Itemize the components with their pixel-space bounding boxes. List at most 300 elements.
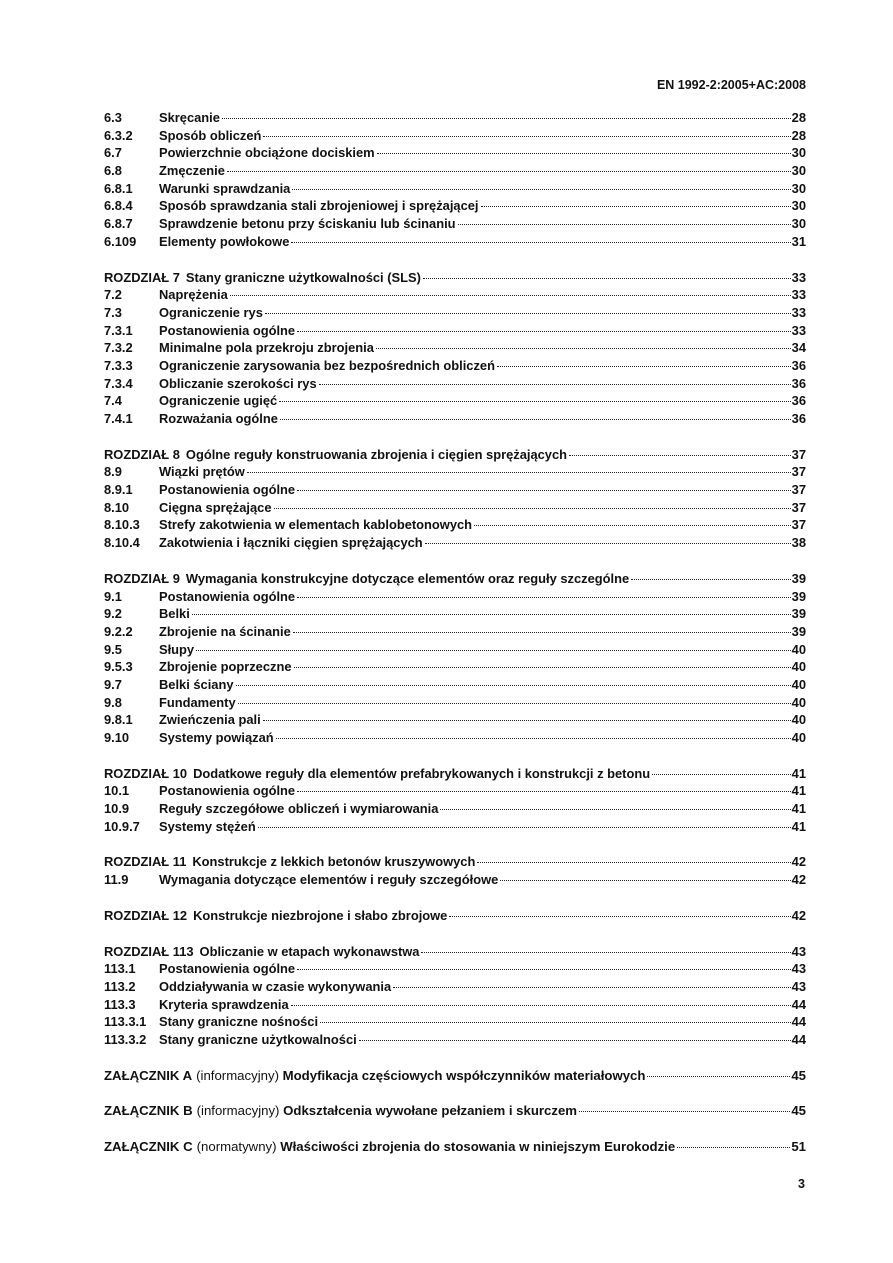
toc-entry-title-text: Stany graniczne użytkowalności xyxy=(159,1031,357,1047)
toc-entry-title-text: Postanowienia ogólne xyxy=(159,322,296,338)
toc-entry-number: 7.3.4 xyxy=(104,375,133,391)
toc-dot-leader xyxy=(449,916,790,917)
toc-entry-title xyxy=(186,269,421,287)
toc-entry[interactable] xyxy=(104,410,806,428)
table-of-contents xyxy=(104,109,806,1174)
toc-entry-number: 9.8 xyxy=(104,694,122,710)
toc-entry-number: 8.9.1 xyxy=(104,482,133,498)
toc-entry[interactable] xyxy=(104,711,806,729)
toc-group xyxy=(104,446,806,552)
toc-entry-number: 9.2.2 xyxy=(104,623,133,639)
toc-entry-page: 51 xyxy=(791,1139,806,1154)
toc-entry-page: 36 xyxy=(791,393,806,409)
toc-entry-page: 43 xyxy=(791,943,806,959)
toc-entry-page: 34 xyxy=(791,340,806,356)
toc-entry-number: ZAŁĄCZNIK B xyxy=(104,1103,193,1119)
toc-entry-title xyxy=(159,676,234,694)
toc-entry-page: 42 xyxy=(791,907,806,923)
toc-dot-leader xyxy=(320,1022,791,1023)
toc-entry-page: 40 xyxy=(791,694,806,710)
toc-entry-page: 43 xyxy=(791,978,806,994)
toc-dot-leader xyxy=(297,331,791,332)
toc-entry-number: 113.3.2 xyxy=(104,1031,147,1047)
toc-entry-title xyxy=(159,286,228,304)
toc-entry-number: 7.3 xyxy=(104,304,122,320)
toc-entry[interactable] xyxy=(104,127,806,145)
toc-entry[interactable] xyxy=(104,676,806,694)
toc-entry-title xyxy=(159,1013,318,1031)
toc-entry-title-text: Sposób sprawdzania stali zbrojeniowej i sprężającej xyxy=(159,198,479,214)
toc-entry-page: 33 xyxy=(791,287,806,303)
toc-entry-title xyxy=(197,1138,676,1156)
toc-dot-leader xyxy=(291,1005,791,1006)
toc-entry[interactable] xyxy=(104,215,806,233)
toc-annex-entry[interactable] xyxy=(104,1138,806,1156)
toc-entry-number: ROZDZIAŁ 11 xyxy=(104,854,187,870)
toc-entry-title xyxy=(159,162,225,180)
toc-entry-page: 36 xyxy=(791,411,806,426)
toc-group xyxy=(104,109,806,251)
toc-entry-page: 38 xyxy=(791,535,806,551)
toc-entry[interactable] xyxy=(104,800,806,818)
toc-dot-leader xyxy=(222,118,791,119)
toc-entry-page: 28 xyxy=(791,110,806,125)
toc-entry-page: 31 xyxy=(791,233,806,249)
toc-dot-leader xyxy=(263,136,790,137)
toc-entry-page: 42 xyxy=(791,872,806,888)
toc-entry-number: 6.8.1 xyxy=(104,180,133,196)
toc-entry-title xyxy=(159,499,272,517)
toc-entry-qualifier: (informacyjny) xyxy=(196,1067,279,1083)
toc-entry-title-text: Konstrukcje z lekkich betonów kruszywowych xyxy=(192,854,476,870)
toc-entry-title-text: Strefy zakotwienia w elementach kablobetonowych xyxy=(159,517,473,533)
toc-entry-number: 6.8.7 xyxy=(104,216,133,232)
toc-entry-title-text: Zwieńczenia pali xyxy=(159,712,261,728)
toc-group xyxy=(104,907,806,925)
toc-dot-leader xyxy=(421,952,790,953)
toc-dot-leader xyxy=(425,543,791,544)
toc-entry-number: 7.4.1 xyxy=(104,411,133,426)
toc-entry-page: 40 xyxy=(791,730,806,745)
toc-entry-page: 41 xyxy=(791,818,806,834)
toc-group xyxy=(104,853,806,888)
toc-dot-leader xyxy=(247,472,791,473)
toc-dot-leader xyxy=(297,969,791,970)
toc-dot-leader xyxy=(647,1076,790,1077)
toc-entry-qualifier: (normatywny) xyxy=(196,1139,277,1154)
toc-entry-number: 6.3 xyxy=(104,110,122,125)
toc-entry-title xyxy=(159,588,295,606)
toc-entry-title xyxy=(186,570,629,588)
toc-entry-title-text: Wiązki prętów xyxy=(159,464,245,480)
toc-entry-title-text: Naprężenia xyxy=(159,287,228,303)
toc-dot-leader xyxy=(258,827,791,828)
toc-entry-title xyxy=(159,463,245,481)
toc-entry[interactable] xyxy=(104,658,806,676)
toc-group xyxy=(104,570,806,747)
toc-entry-number: ROZDZIAŁ 9 xyxy=(104,570,180,586)
toc-entry-title-text: Belki ściany xyxy=(159,676,234,692)
toc-entry-page: 40 xyxy=(791,712,806,728)
toc-entry-title xyxy=(197,1102,577,1120)
toc-entry-title-text: Ogólne reguły konstruowania zbrojenia i cięgien sprężających xyxy=(185,446,568,462)
toc-entry[interactable] xyxy=(104,322,806,340)
toc-group xyxy=(104,1138,806,1156)
toc-entry-page: 45 xyxy=(791,1103,806,1119)
toc-dot-leader xyxy=(631,579,791,580)
toc-entry[interactable] xyxy=(104,605,806,623)
toc-entry-title-text: Obliczanie w etapach wykonawstwa xyxy=(199,943,420,959)
toc-entry-page: 33 xyxy=(791,269,806,285)
toc-group xyxy=(104,1102,806,1120)
toc-group xyxy=(104,1067,806,1085)
toc-entry-title-text: Dodatkowe reguły dla elementów prefabrykowanych i konstrukcji z betonu xyxy=(193,765,651,781)
toc-entry-page: 44 xyxy=(791,1014,806,1030)
toc-entry[interactable] xyxy=(104,286,806,304)
toc-entry-title xyxy=(159,711,261,729)
toc-dot-leader xyxy=(279,401,790,402)
toc-entry-page: 41 xyxy=(791,765,806,781)
toc-entry-title-text: Stany graniczne użytkowalności (SLS) xyxy=(185,269,421,285)
toc-entry-page: 30 xyxy=(791,180,806,196)
toc-chapter-entry[interactable] xyxy=(104,269,806,287)
toc-entry-number: 9.2 xyxy=(104,606,122,622)
toc-entry-number: 7.4 xyxy=(104,393,122,409)
toc-entry-title xyxy=(159,534,423,552)
toc-entry-number: 9.5 xyxy=(104,641,122,657)
toc-entry-title xyxy=(193,907,447,925)
toc-entry-title xyxy=(159,127,261,145)
toc-entry-title xyxy=(159,960,295,978)
toc-dot-leader xyxy=(238,703,791,704)
toc-dot-leader xyxy=(265,313,791,314)
toc-entry-number: 8.10.3 xyxy=(104,517,140,533)
toc-entry-title-text: Zakotwienia i łączniki cięgien sprężających xyxy=(159,535,423,551)
toc-entry-title xyxy=(193,765,650,783)
toc-entry-page: 33 xyxy=(791,304,806,320)
toc-entry-title xyxy=(159,623,291,641)
toc-dot-leader xyxy=(377,153,791,154)
toc-entry-title-text: Słupy xyxy=(159,641,195,657)
toc-entry-page: 37 xyxy=(791,482,806,498)
toc-entry[interactable] xyxy=(104,871,806,889)
toc-entry-title-text: Postanowienia ogólne xyxy=(159,482,296,498)
toc-entry[interactable] xyxy=(104,392,806,410)
toc-entry-number: 113.1 xyxy=(104,961,136,977)
toc-entry-title-text: Stany graniczne nośności xyxy=(159,1014,319,1030)
toc-entry[interactable] xyxy=(104,996,806,1014)
toc-dot-leader xyxy=(359,1040,791,1041)
toc-entry[interactable] xyxy=(104,818,806,836)
toc-entry[interactable] xyxy=(104,180,806,198)
toc-dot-leader xyxy=(297,791,791,792)
toc-entry-title xyxy=(159,481,295,499)
toc-dot-leader xyxy=(227,171,791,172)
toc-entry[interactable] xyxy=(104,481,806,499)
toc-entry-page: 37 xyxy=(791,464,806,480)
toc-chapter-entry[interactable] xyxy=(104,943,806,961)
toc-entry-title-text: Cięgna sprężające xyxy=(159,499,272,515)
toc-entry[interactable] xyxy=(104,1031,806,1049)
toc-dot-leader xyxy=(293,632,791,633)
toc-entry-page: 40 xyxy=(791,659,806,675)
toc-entry-number: 6.8.4 xyxy=(104,198,133,214)
toc-entry-number: 7.2 xyxy=(104,287,122,303)
toc-entry-title-text: Fundamenty xyxy=(159,694,236,710)
toc-entry-page: 40 xyxy=(791,676,806,692)
toc-entry-page: 37 xyxy=(791,499,806,515)
toc-entry-title-text: Modyfikacja częściowych współczynników materiałowych xyxy=(282,1067,646,1083)
toc-entry[interactable] xyxy=(104,623,806,641)
toc-entry-title-text: Systemy powiązań xyxy=(159,730,274,745)
toc-entry-number: 6.8 xyxy=(104,163,122,179)
toc-dot-leader xyxy=(230,295,791,296)
toc-entry[interactable] xyxy=(104,375,806,393)
toc-entry-title-text: Ograniczenie zarysowania bez bezpośrednich obliczeń xyxy=(159,357,495,373)
toc-chapter-entry[interactable] xyxy=(104,570,806,588)
toc-entry[interactable] xyxy=(104,499,806,517)
toc-annex-entry[interactable] xyxy=(104,1067,806,1085)
toc-entry-number: 8.10.4 xyxy=(104,535,140,551)
toc-entry-title-text: Rozważania ogólne xyxy=(159,411,278,426)
toc-entry-number: 113.3.1 xyxy=(104,1014,147,1030)
toc-entry-number: 6.109 xyxy=(104,233,137,249)
toc-entry-title xyxy=(196,1067,645,1085)
toc-entry-page: 43 xyxy=(791,961,806,977)
toc-entry-page: 39 xyxy=(791,588,806,604)
toc-chapter-entry[interactable] xyxy=(104,907,806,925)
toc-dot-leader xyxy=(297,597,791,598)
toc-dot-leader xyxy=(481,206,791,207)
toc-dot-leader xyxy=(474,525,791,526)
toc-entry-title xyxy=(159,180,290,198)
toc-entry-number: 8.10 xyxy=(104,499,130,515)
toc-entry[interactable] xyxy=(104,162,806,180)
toc-entry-title-text: Powierzchnie obciążone dociskiem xyxy=(159,145,375,161)
toc-entry-title-text: Warunki sprawdzania xyxy=(159,180,291,196)
toc-entry-number: 10.1 xyxy=(104,783,130,799)
toc-entry-title xyxy=(159,357,495,375)
toc-dot-leader xyxy=(276,738,791,739)
toc-entry[interactable] xyxy=(104,534,806,552)
toc-entry-title xyxy=(159,339,374,357)
toc-entry-qualifier: (informacyjny) xyxy=(196,1103,280,1119)
toc-entry-title xyxy=(159,658,292,676)
toc-entry-title-text: Zmęczenie xyxy=(159,163,225,179)
toc-entry-title xyxy=(159,109,220,127)
toc-dot-leader xyxy=(423,278,791,279)
toc-entry-page: 36 xyxy=(791,357,806,373)
toc-entry-page: 30 xyxy=(791,216,806,232)
toc-entry-number: 9.8.1 xyxy=(104,712,133,728)
toc-entry-number: 9.7 xyxy=(104,676,122,692)
toc-entry-title xyxy=(159,144,375,162)
toc-entry-page: 41 xyxy=(791,783,806,799)
toc-entry-number: 7.3.2 xyxy=(104,340,133,356)
toc-entry-title xyxy=(159,197,479,215)
toc-entry-title xyxy=(159,304,263,322)
toc-entry[interactable] xyxy=(104,463,806,481)
toc-entry[interactable] xyxy=(104,782,806,800)
toc-entry-title xyxy=(159,818,256,836)
toc-entry[interactable] xyxy=(104,339,806,357)
toc-entry-page: 30 xyxy=(791,163,806,179)
toc-entry-page: 40 xyxy=(791,641,806,657)
toc-entry-page: 36 xyxy=(791,375,806,391)
toc-entry-title-text: Systemy stężeń xyxy=(159,818,256,834)
toc-entry-page: 44 xyxy=(791,996,806,1012)
toc-entry-title xyxy=(159,871,498,889)
toc-entry-title xyxy=(159,322,295,340)
toc-entry[interactable] xyxy=(104,516,806,534)
toc-entry[interactable] xyxy=(104,144,806,162)
toc-entry[interactable] xyxy=(104,197,806,215)
toc-entry-title xyxy=(200,943,420,961)
toc-entry-title xyxy=(159,978,391,996)
toc-entry[interactable] xyxy=(104,588,806,606)
toc-entry-page: 28 xyxy=(791,127,806,143)
toc-dot-leader xyxy=(192,614,791,615)
toc-entry-title xyxy=(159,233,289,251)
toc-entry-number: 9.5.3 xyxy=(104,659,133,675)
toc-entry-number: 6.7 xyxy=(104,145,122,161)
toc-entry-page: 30 xyxy=(791,198,806,214)
toc-entry-number: ROZDZIAŁ 8 xyxy=(104,446,180,462)
toc-entry-title xyxy=(159,782,295,800)
toc-entry-title xyxy=(159,215,456,233)
toc-dot-leader xyxy=(477,862,790,863)
toc-entry[interactable] xyxy=(104,641,806,659)
toc-dot-leader xyxy=(291,242,790,243)
toc-entry-number: ROZDZIAŁ 113 xyxy=(104,943,194,959)
toc-entry-title xyxy=(186,446,567,464)
toc-entry-title-text: Właściwości zbrojenia do stosowania w niniejszym Eurokodzie xyxy=(280,1139,676,1154)
toc-entry-title-text: Kryteria sprawdzenia xyxy=(159,996,289,1012)
toc-entry-title-text: Zbrojenie na ścinanie xyxy=(159,623,291,639)
toc-entry-title xyxy=(159,605,190,623)
toc-entry-title-text: Zbrojenie poprzeczne xyxy=(159,659,292,675)
toc-entry-number: 9.10 xyxy=(104,730,130,745)
toc-entry-title xyxy=(159,694,236,712)
toc-entry-page: 30 xyxy=(791,145,806,161)
toc-entry-number: 113.2 xyxy=(104,978,136,994)
toc-dot-leader xyxy=(393,987,791,988)
toc-entry-number: 7.3.1 xyxy=(104,322,133,338)
toc-dot-leader xyxy=(297,490,791,491)
toc-entry[interactable] xyxy=(104,304,806,322)
toc-entry-page: 37 xyxy=(791,446,806,462)
toc-entry-page: 39 xyxy=(791,606,806,622)
toc-annex-entry[interactable] xyxy=(104,1102,806,1120)
toc-group xyxy=(104,765,806,836)
toc-chapter-entry[interactable] xyxy=(104,853,806,871)
toc-entry-page: 45 xyxy=(791,1067,806,1083)
toc-dot-leader xyxy=(263,720,791,721)
toc-entry-number: 9.1 xyxy=(104,588,122,604)
toc-entry[interactable] xyxy=(104,978,806,996)
toc-entry-number: 10.9 xyxy=(104,801,130,817)
toc-entry-title-text: Postanowienia ogólne xyxy=(159,588,296,604)
toc-entry-title-text: Belki xyxy=(159,606,190,622)
toc-entry-title xyxy=(192,853,475,871)
toc-entry-title-text: Skręcanie xyxy=(159,110,220,125)
toc-entry-page: 39 xyxy=(791,570,806,586)
toc-dot-leader xyxy=(440,809,790,810)
toc-entry-number: ZAŁĄCZNIK C xyxy=(104,1139,193,1154)
toc-dot-leader xyxy=(458,224,791,225)
toc-entry-page: 33 xyxy=(791,322,806,338)
toc-entry-number: ZAŁĄCZNIK A xyxy=(104,1067,193,1083)
toc-entry-title xyxy=(159,410,278,428)
toc-entry-title-text: Wymagania konstrukcyjne dotyczące elementów oraz reguły szczególne xyxy=(185,570,630,586)
toc-entry[interactable] xyxy=(104,729,806,747)
toc-entry-title-text: Sprawdzenie betonu przy ściskaniu lub ścinaniu xyxy=(159,216,456,232)
toc-dot-leader xyxy=(196,650,791,651)
toc-dot-leader xyxy=(274,508,791,509)
toc-entry-title-text: Wymagania dotyczące elementów i reguły szczegółowe xyxy=(159,872,499,888)
toc-entry-page: 41 xyxy=(791,801,806,817)
toc-dot-leader xyxy=(236,685,791,686)
toc-entry[interactable] xyxy=(104,357,806,375)
toc-entry-number: 10.9.7 xyxy=(104,818,140,834)
toc-entry-number: 8.9 xyxy=(104,464,122,480)
toc-entry-title-text: Obliczanie szerokości rys xyxy=(159,375,317,391)
toc-entry-title xyxy=(159,375,317,393)
toc-entry[interactable] xyxy=(104,960,806,978)
toc-entry-page: 37 xyxy=(791,517,806,533)
toc-entry-number: ROZDZIAŁ 10 xyxy=(104,765,188,781)
toc-entry[interactable] xyxy=(104,1013,806,1031)
toc-entry-title-text: Minimalne pola przekroju zbrojenia xyxy=(159,340,374,356)
toc-entry-page: 42 xyxy=(791,854,806,870)
toc-entry-title-text: Sposób obliczeń xyxy=(159,127,262,143)
toc-dot-leader xyxy=(292,189,790,190)
toc-entry-title xyxy=(159,800,438,818)
toc-chapter-entry[interactable] xyxy=(104,446,806,464)
toc-entry[interactable] xyxy=(104,233,806,251)
toc-entry-title-text: Odkształcenia wywołane pełzaniem i skurczem xyxy=(283,1103,578,1119)
toc-entry-title-text: Ograniczenie rys xyxy=(159,304,263,320)
toc-entry-title-text: Ograniczenie ugięć xyxy=(159,393,278,409)
toc-dot-leader xyxy=(280,419,791,420)
toc-dot-leader xyxy=(500,880,790,881)
toc-entry-title-text: Postanowienia ogólne xyxy=(159,783,296,799)
toc-dot-leader xyxy=(319,384,791,385)
toc-entry-page: 39 xyxy=(791,623,806,639)
toc-chapter-entry[interactable] xyxy=(104,765,806,783)
toc-group xyxy=(104,943,806,1049)
toc-group xyxy=(104,269,806,428)
toc-entry-title xyxy=(159,641,194,659)
toc-entry-number: 113.3 xyxy=(104,996,136,1012)
toc-entry-title-text: Konstrukcje niezbrojone i słabo zbrojowe xyxy=(193,907,448,923)
toc-dot-leader xyxy=(497,366,791,367)
toc-entry-title-text: Reguły szczegółowe obliczeń i wymiarowania xyxy=(159,801,439,817)
toc-dot-leader xyxy=(294,667,791,668)
toc-dot-leader xyxy=(677,1147,790,1148)
document-header: EN 1992-2:2005+AC:2008 xyxy=(656,78,806,92)
toc-entry-title xyxy=(159,392,277,410)
toc-dot-leader xyxy=(569,455,791,456)
toc-entry-title-text: Elementy powłokowe xyxy=(159,233,290,249)
toc-entry-number: 7.3.3 xyxy=(104,357,133,373)
toc-entry-title-text: Postanowienia ogólne xyxy=(159,961,296,977)
toc-entry-title xyxy=(159,516,472,534)
toc-dot-leader xyxy=(652,774,791,775)
toc-entry[interactable] xyxy=(104,109,806,127)
toc-entry[interactable] xyxy=(104,694,806,712)
toc-dot-leader xyxy=(579,1111,790,1112)
